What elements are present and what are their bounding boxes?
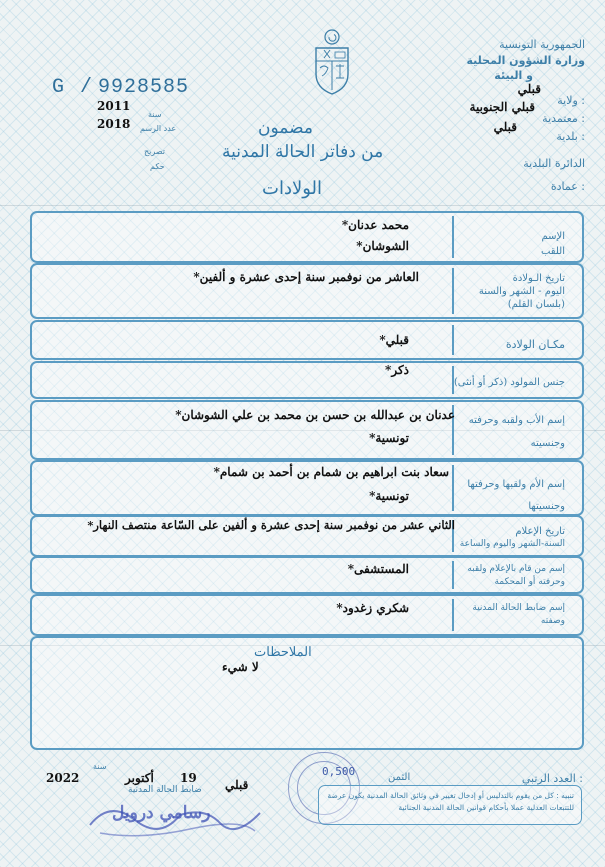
document-title-registers: من دفاتر الحالة المدنية bbox=[222, 142, 384, 162]
warning-text: تنبيه : كل من يقوم بالتدليس أو إدخال تغيير في وثائق الحالة المدنية يكون عرضة للتتبعات العدلية عملا بأحكام قوانين الحالة المدنية الجنائية bbox=[327, 791, 574, 812]
remarks-value: لا شيء bbox=[222, 660, 259, 674]
ministry-environment-label: و البيئة bbox=[494, 69, 533, 82]
municipal-circle-label: الدائرة البلدية bbox=[523, 157, 585, 170]
declarant-label: إسم من قام بالإعلام ولقبه bbox=[467, 564, 565, 574]
document-title-births: الولادات bbox=[262, 178, 323, 199]
ordinal-number-label: العدد الرتبي : bbox=[521, 772, 583, 785]
municipality-value: قبلي bbox=[493, 120, 517, 134]
fold-line bbox=[0, 205, 605, 206]
birth-place-value: قبلي* bbox=[379, 333, 409, 347]
first-name-value: محمد عدنان* bbox=[341, 218, 409, 232]
mother-nationality-label: وجنسيتها bbox=[528, 501, 565, 512]
mother-name-value: سعاد بنت ابراهيم بن شمام بن أحمد بن شمام* bbox=[213, 465, 449, 479]
sex-label: جنس المولود (ذكر أو أنثى) bbox=[453, 377, 565, 388]
wilaya-label: ولاية : bbox=[557, 94, 585, 107]
name-row bbox=[30, 211, 584, 263]
footer-month-value: أكتوبر bbox=[125, 771, 154, 785]
footer-officer-title: ضابط الحالة المدنية bbox=[128, 785, 202, 795]
birth-date-note: (بلسان القلم) bbox=[507, 299, 565, 310]
last-name-label: اللقب bbox=[540, 246, 565, 257]
footer-day-value: 19 bbox=[180, 771, 197, 785]
footer-year-value: 2022 bbox=[46, 771, 80, 785]
year-value: 2011 bbox=[97, 99, 131, 113]
father-nationality-label: وجنسيته bbox=[530, 438, 565, 449]
mother-label: إسم الأم ولقبها وحرفتها bbox=[467, 479, 565, 490]
declaration-date-sublabel: السنة-الشهر واليوم والساعة bbox=[459, 539, 565, 549]
wilaya-value: قبلي bbox=[517, 82, 541, 96]
municipality-label: بلدية : bbox=[556, 130, 585, 143]
registry-number-label: عدد الرسم bbox=[140, 124, 177, 133]
delegation-label: معتمدية : bbox=[542, 112, 585, 125]
birth-place-row bbox=[30, 320, 584, 360]
birth-date-sublabel: اليوم - الشهر والسنة bbox=[478, 286, 565, 297]
officer-row bbox=[30, 594, 584, 636]
stamp-price-label: الثمن bbox=[388, 772, 411, 783]
first-name-label: الإسم bbox=[541, 231, 565, 242]
officer-name-value: شكري زغدود* bbox=[336, 601, 409, 615]
officer-sublabel: وصفته bbox=[540, 616, 565, 626]
imada-label: عمادة : bbox=[550, 180, 585, 193]
last-name-value: الشوشان* bbox=[356, 239, 409, 253]
declarant-value: المستشفى* bbox=[347, 562, 409, 576]
birth-place-label: مكـان الولادة bbox=[505, 338, 565, 351]
footer-year-label: سنة bbox=[93, 762, 107, 771]
father-name-value: عدنان بن عبدالله بن حسن بن محمد بن علي الشوشان* bbox=[175, 408, 455, 422]
father-nationality-value: تونسية* bbox=[369, 431, 409, 445]
sex-value: ذكر* bbox=[385, 363, 409, 377]
birth-date-label: تاريخ الـولادة bbox=[512, 273, 565, 284]
serial-prefix: G / bbox=[52, 76, 95, 99]
declaration-date-label: تاريخ الإعلام bbox=[515, 526, 565, 537]
judgment-label: حكم bbox=[150, 162, 165, 171]
delegation-value: قبلي الجنوبية bbox=[469, 100, 535, 114]
footer-place-value: قبلي bbox=[225, 778, 249, 792]
birth-date-value: العاشر من نوفمبر سنة إحدى عشرة و ألفين* bbox=[193, 270, 419, 284]
ministry-label: وزارة الشؤون المحلية bbox=[466, 54, 585, 67]
registry-number-value: 2018 bbox=[97, 117, 131, 131]
year-label: سنة bbox=[148, 110, 162, 119]
serial-number: 9928585 bbox=[98, 76, 190, 99]
declarant-sublabel: وحرفته أو المحكمة bbox=[494, 577, 565, 587]
father-label: إسم الأب ولقبه وحرفته bbox=[468, 415, 565, 426]
declaration-label: تصريح bbox=[144, 147, 165, 156]
document-title-extract: مضمون bbox=[258, 118, 313, 138]
republic-label: الجمهورية التونسية bbox=[499, 38, 585, 51]
officer-label: إسم ضابط الحالة المدنية bbox=[472, 603, 565, 613]
mother-nationality-value: تونسية* bbox=[369, 489, 409, 503]
remarks-title: الملاحظات bbox=[254, 645, 312, 660]
declaration-date-value: الثاني عشر من نوفمبر سنة إحدى عشرة و ألفين على السّاعة منتصف النهار* bbox=[87, 518, 455, 532]
signature-stamp-name: رسامي درويل bbox=[112, 803, 211, 823]
coat-of-arms-emblem bbox=[310, 28, 354, 98]
stamp-price-value: 0,500 bbox=[322, 765, 356, 778]
